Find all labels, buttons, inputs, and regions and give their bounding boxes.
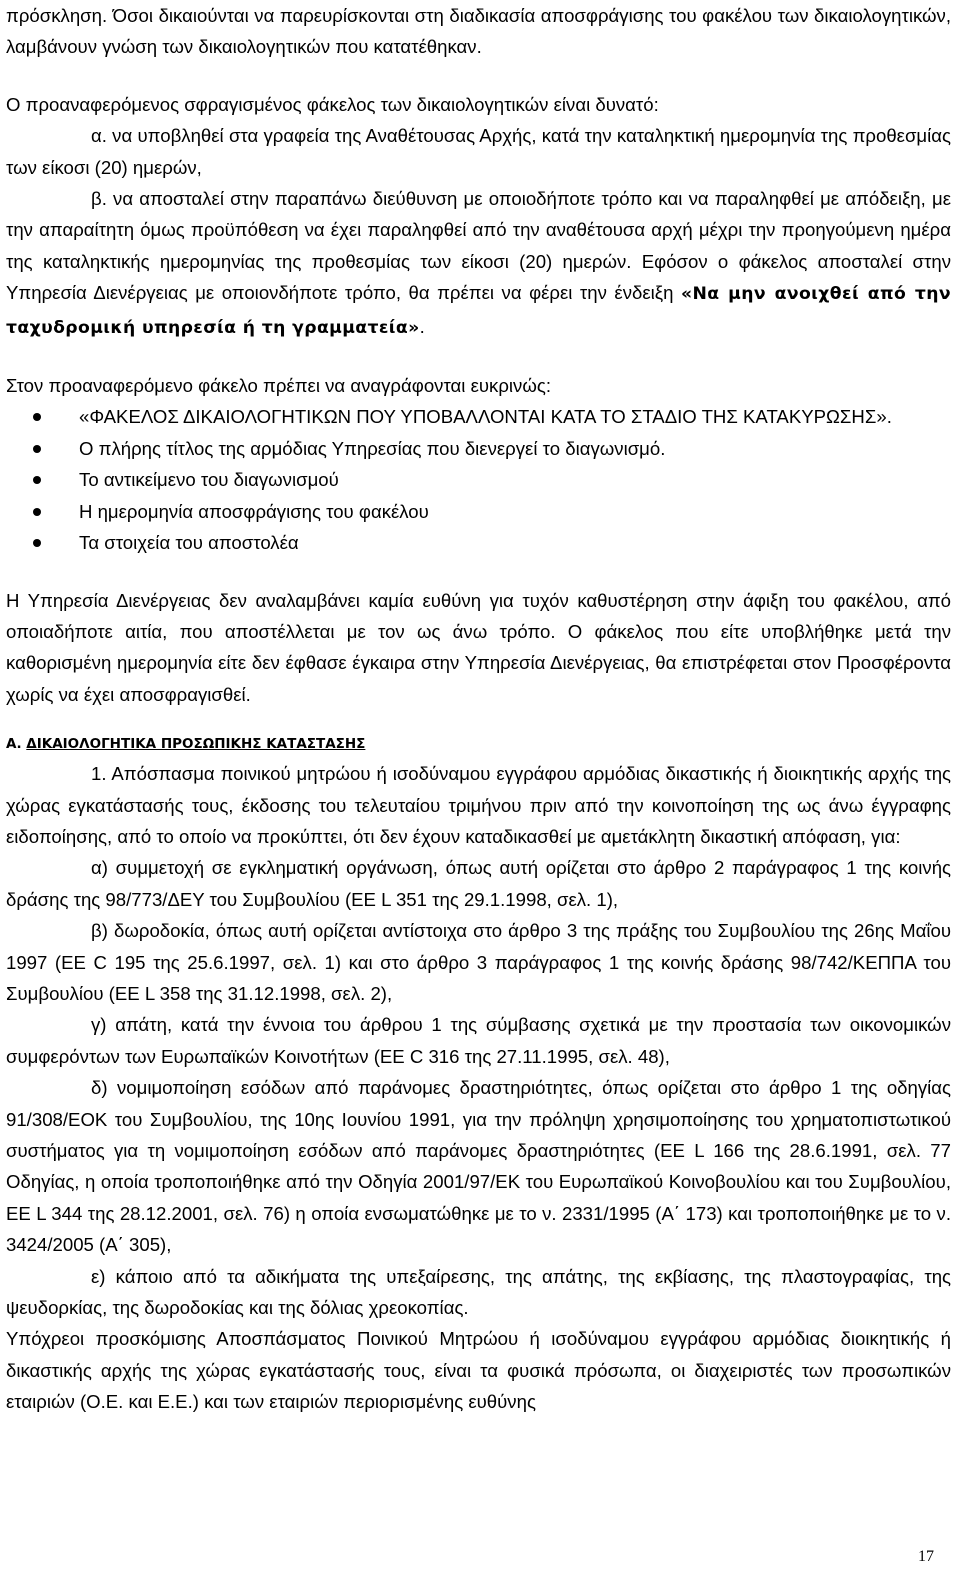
list-item-text: Τα στοιχεία του αποστολέα [79,532,299,554]
spacer [6,63,951,89]
envelope-lead: Στον προαναφερόμενο φάκελο πρέπει να αναγράφονται ευκρινώς: [6,375,551,397]
list-item [6,433,951,464]
list-item [6,401,951,432]
bullet-icon [33,539,41,547]
page-number: 17 [918,1548,934,1565]
option-b-end: . [419,315,425,337]
envelope-list [6,401,951,558]
sub-item-d: δ) νομιμοποίηση εσόδων από παράνομες δραστηριότητες, όπως ορίζεται στο άρθρο 1 της οδηγίας 91/308/ΕΟΚ του Συμβουλίου, της 10ης Ιουνίου 1991, για την πρόληψη χρησιμοποίησης του χρηματοπιστωτικού συστήματος για τη νομιμοποίηση εσόδων από παράνομες δραστηριότητες (ΕΕ L 166 της 28.6.1991, σελ. 77 Οδηγίας, η οποία τροποποιήθηκε από την Οδηγία 2001/97/ΕΚ του Ευρωπαϊκού Κοινοβουλίου και του Συμβουλίου, ΕΕ L 344 της 28.12.2001, σελ. 76) η οποία ενσωματώθηκε με το ν. 2331/1995 (Α΄ 173) και τροποποιήθηκε με το ν. 3424/2005 (Α΄ 305), [6,1077,951,1256]
item-1-paragraph: 1. Απόσπασμα ποινικού μητρώου ή ισοδύναμου εγγράφου αρμόδιας δικαστικής ή διοικητικής αρχής της χώρας εγκατάστασής τους, έκδοσης του τελευταίου τριμήνου πριν από την κοινοποίηση της ως άνω έγγραφης ειδοποίησης, από το οποίο να προκύπτει, ότι δεν έχουν καταδικασθεί με αμετάκλητη δικαστική απόφαση, για: [6,763,951,847]
document-body [6,0,951,1418]
list-item [6,527,951,558]
bullet-icon [33,476,41,484]
section-a-prefix: Α. [6,736,27,753]
section-a-heading [6,730,951,758]
list-item-text: Ο πλήρης τίτλος της αρμόδιας Υπηρεσίας που διενεργεί το διαγωνισμό. [79,437,666,459]
options-lead: Ο προαναφερόμενος σφραγισμένος φάκελος των δικαιολογητικών είναι δυνατό: [6,93,659,115]
spacer [6,559,951,585]
bullet-icon [33,413,41,421]
option-b [6,183,951,344]
list-item [6,496,951,527]
bullet-icon [33,445,41,453]
list-item-text: Η ημερομηνία αποσφράγισης του φακέλου [79,500,429,522]
section-a-title: ΔΙΚΑΙΟΛΟΓΗΤΙΚΑ ΠΡΟΣΩΠΙΚΗΣ ΚΑΤΑΣΤΑΣΗΣ [26,736,366,753]
disclaimer-paragraph: Η Υπηρεσία Διενέργειας δεν αναλαμβάνει καμία ευθύνη για τυχόν καθυστέρηση στην άφιξη του φακέλου, από οποιαδήποτε αιτία, που αποστέλλεται με τον ως άνω τρόπο. Ο φάκελος που είτε υποβλήθηκε μετά την καθορισμένη ημερομηνία είτε δεν έφθασε έγκαιρα στην Υπηρεσία Διενέργειας, θα επιστρέφεται στον Προσφέροντα χωρίς να έχει αποσφραγισθεί. [6,589,951,705]
intro-paragraph: πρόσκληση. Όσοι δικαιούνται να παρευρίσκονται στη διαδικασία αποσφράγισης του φακέλου των δικαιολογητικών, λαμβάνουν γνώση των δικαιολογητικών που κατατέθηκαν. [6,5,951,58]
list-item [6,464,951,495]
sub-item-e: ε) κάποιο από τα αδικήματα της υπεξαίρεσης, της απάτης, της εκβίασης, της πλαστογραφίας, της ψευδορκίας, της δωροδοκίας και της δόλιας χρεοκοπίας. [6,1265,951,1319]
option-b-text: β. να αποσταλεί στην παραπάνω διεύθυνση με οποιοδήποτε τρόπο και να παραληφθεί με απόδειξη, με την απαραίτητη όμως προϋπόθεση να έχει παραληφθεί από την αναθέτουσα αρχή μέχρι την προηγούμενη ημέρα της καταληκτικής ημερομηνίας της προθεσμίας των είκοσι (20) ημερών. Εφόσον ο φάκελος αποσταλεί στην Υπηρεσία Διενέργειας με οποιονδήποτε τρόπο, θα πρέπει να φέρει την ένδειξη [6,188,951,304]
closing-paragraph: Υπόχρεοι προσκόμισης Αποσπάσματος Ποινικού Μητρώου ή ισοδύναμου εγγράφου αρμόδιας διοικητικής ή δικαστικής αρχής της χώρας εγκατάστασής τους, είναι τα φυσικά πρόσωπα, οι διαχειριστές των προσωπικών εταιριών (Ο.Ε. και Ε.Ε.) και των εταιριών περιορισμένης ευθύνης [6,1328,951,1413]
spacer [6,710,951,718]
bullet-icon [33,508,41,516]
option-b-bold-notice: «Να μην ανοιχθεί από την ταχυδρομική υπηρεσία ή τη γραμματεία» [6,284,951,338]
list-item-text: «ΦΑΚΕΛΟΣ ΔΙΚΑΙΟΛΟΓΗΤΙΚΩΝ ΠΟΥ ΥΠΟΒΑΛΛΟΝΤΑΙ ΚΑΤΑ ΤΟ ΣΤΑΔΙΟ ΤΗΣ ΚΑΤΑΚΥΡΩΣΗΣ». [79,406,892,428]
sub-item-b: β) δωροδοκία, όπως αυτή ορίζεται αντίστοιχα στο άρθρο 3 της πράξης του Συμβουλίου της 26ης Μαΐου 1997 (ΕΕ C 195 της 25.6.1997, σελ. 1) και στο άρθρο 3 παράγραφος 1 της κοινής δράσης 98/742/ΚΕΠΠΑ του Συμβουλίου (ΕΕ L 358 της 31.12.1998, σελ. 2), [6,920,951,1004]
sub-item-c: γ) απάτη, κατά την έννοια του άρθρου 1 της σύμβασης σχετικά με την προστασία των οικονομικών συμφερόντων των Ευρωπαϊκών Κοινοτήτων (ΕΕ C 316 της 27.11.1995, σελ. 48), [6,1014,951,1067]
option-a: α. να υποβληθεί στα γραφεία της Αναθέτουσας Αρχής, κατά την καταληκτική ημερομηνία της προθεσμίας των είκοσι (20) ημερών, [6,125,951,178]
list-item-text: Το αντικείμενο του διαγωνισμού [79,469,339,491]
spacer [6,344,951,370]
sub-item-a: α) συμμετοχή σε εγκληματική οργάνωση, όπως αυτή ορίζεται στο άρθρο 2 παράγραφος 1 της κοινής δράσης της 98/773/ΔΕΥ του Συμβουλίου (ΕΕ L 351 της 29.1.1998, σελ. 1), [6,857,951,910]
